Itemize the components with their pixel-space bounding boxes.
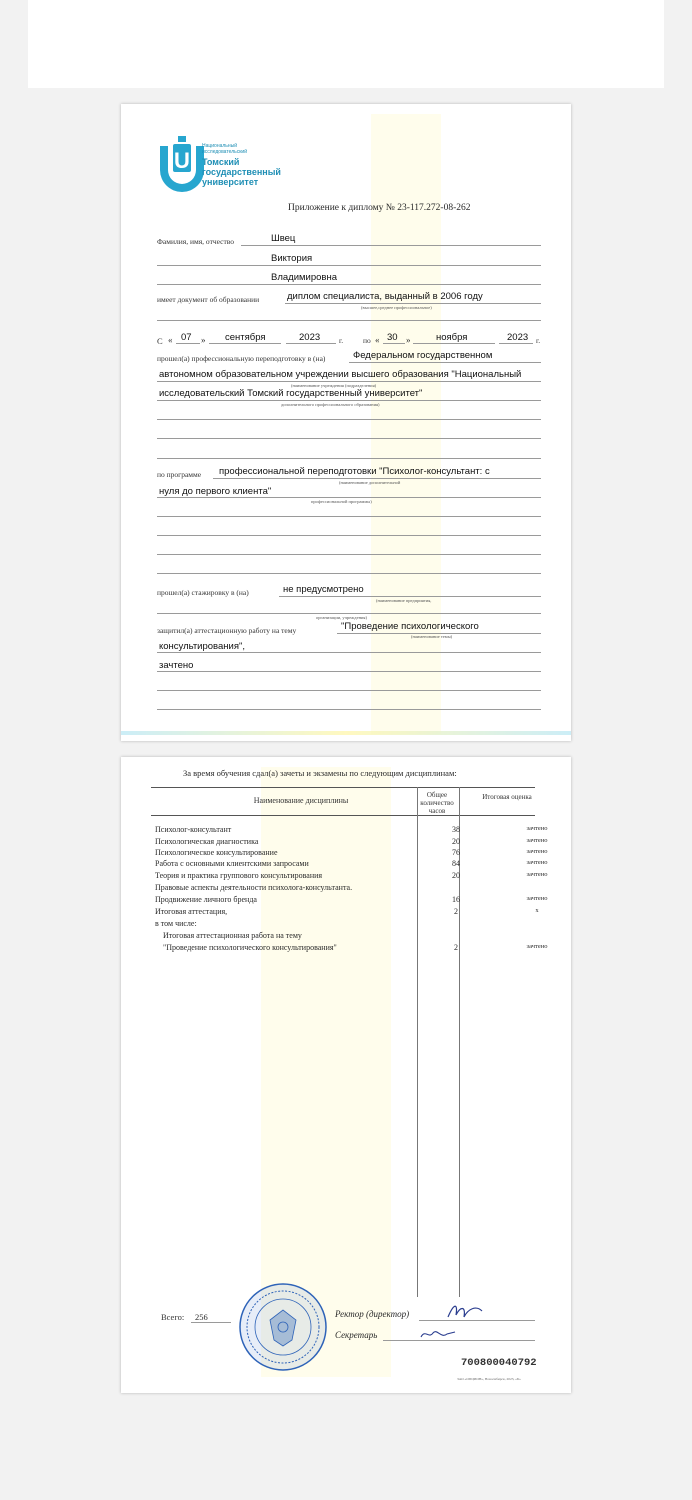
secretary-signature [419, 1325, 459, 1348]
quote-open: « [168, 335, 173, 345]
underline [157, 554, 541, 555]
underline [157, 709, 541, 710]
underline [157, 497, 541, 498]
program-line-2: нуля до первого клиента" [159, 486, 272, 497]
underline [285, 303, 541, 304]
thesis-line-1: "Проведение психологического [341, 621, 479, 632]
discipline-grade: зачтено [526, 943, 548, 950]
internship-caption-2: организации, учреждения) [316, 615, 367, 620]
discipline-grade: зачтено [526, 825, 548, 832]
underline [157, 690, 541, 691]
year-suffix: г. [339, 336, 344, 345]
underline [241, 245, 541, 246]
table-row [155, 919, 555, 931]
institution-caption-2: дополнительного профессионального образования) [281, 402, 380, 407]
program-caption-2: профессиональной программы) [311, 499, 372, 504]
underline [157, 284, 541, 285]
table-row [155, 825, 555, 837]
patronymic-value: Владимировна [271, 272, 337, 283]
top-blank-panel [28, 0, 664, 88]
thesis-result: зачтено [159, 660, 194, 671]
program-line-1: профессиональной переподготовки "Психолог-консультант: с [219, 466, 490, 477]
official-seal [238, 1282, 328, 1377]
underline [413, 343, 495, 344]
discipline-name: Итоговая аттестация, [155, 907, 228, 916]
table-row [155, 907, 555, 919]
signature-icon [446, 1301, 486, 1323]
underline [157, 613, 541, 614]
discipline-grade: х [535, 907, 539, 914]
table-row [155, 931, 555, 943]
discipline-name: Итоговая аттестационная работа на тему [163, 931, 302, 940]
logo-small-text [202, 143, 247, 155]
discipline-name: "Проведение психологического консультирования" [163, 943, 337, 952]
discipline-name: Работа с основными клиентскими запросами [155, 859, 309, 868]
discipline-grade: зачтено [526, 859, 548, 866]
underline [157, 573, 541, 574]
underline [157, 320, 541, 321]
table-row [155, 871, 555, 883]
rector-label: Ректор (директор) [335, 1309, 410, 1319]
col-header-name: Наименование дисциплины [253, 796, 349, 805]
thesis-line-2: консультирования", [159, 641, 245, 652]
name-value: Виктория [271, 253, 313, 264]
discipline-name: в том числе: [155, 919, 197, 928]
doc-label: имеет документ об образовании [157, 295, 260, 304]
table-row [155, 943, 555, 955]
discipline-name: Психологическое консультирование [155, 848, 278, 857]
discipline-name: Психолог-консультант [155, 825, 232, 834]
annex-title: Приложение к диплому № 23-117.272-08-262 [288, 203, 471, 213]
quote-close: » [406, 335, 411, 345]
discipline-name: Правовые аспекты деятельности психолога-консультанта. [155, 883, 353, 892]
col-header-grade: Итоговая оценка [482, 793, 532, 801]
institution-line-2: автономном образовательном учреждении высшего образования "Национальный [159, 369, 522, 380]
discipline-hours: 84 [452, 859, 460, 868]
institution-line-3: исследовательский Томский государственный университет" [159, 388, 423, 399]
rector-signature [446, 1301, 486, 1328]
surname-value: Швец [271, 233, 296, 244]
quote-open: « [375, 335, 380, 345]
printer-footnote: ЗАО «ОПЦИОН», Новосибирск, 2023, «Б» [457, 1377, 521, 1381]
logo-university-name [202, 157, 281, 187]
period-to-month: ноября [436, 332, 468, 343]
underline [157, 438, 541, 439]
discipline-hours: 76 [452, 848, 460, 857]
fio-label: Фамилия, имя, отчество [157, 237, 234, 246]
discipline-hours: 20 [452, 837, 460, 846]
signature-icon [419, 1325, 459, 1343]
underline [176, 343, 200, 344]
logo-name-line: государственный [202, 167, 281, 177]
discipline-grade: зачтено [526, 871, 548, 878]
discipline-hours: 38 [452, 825, 460, 834]
underline [383, 1340, 535, 1341]
logo-name-line: Томский [202, 157, 240, 167]
serial-number: 700800040792 [461, 1357, 537, 1369]
underline [157, 671, 541, 672]
underline [157, 381, 541, 382]
underline [499, 343, 533, 344]
total-label: Всего: [161, 1312, 185, 1322]
discipline-name: Продвижение личного бренда [155, 895, 257, 904]
period-to-year: 2023 [507, 332, 529, 343]
underline [157, 516, 541, 517]
table-row [155, 859, 555, 871]
period-from-month: сентября [225, 332, 266, 343]
discipline-grade: зачтено [526, 837, 548, 844]
thesis-caption: (наименование темы) [411, 634, 453, 639]
period-from-day: 07 [181, 332, 192, 343]
underline [157, 400, 541, 401]
table-top-rule [151, 787, 535, 788]
institution-caption-1: (наименование учреждения (подразделения) [291, 383, 377, 388]
svg-text:U: U [174, 148, 190, 173]
period-to-day: 30 [387, 332, 398, 343]
table-row [155, 883, 555, 895]
svg-text:TOMSK 1878: TOMSK 1878 [169, 184, 195, 189]
period-from-prefix: С [157, 336, 163, 346]
discipline-name: Теория и практика группового консультирования [155, 871, 323, 880]
program-caption-1: (наименование дополнительной [339, 480, 401, 485]
doc-caption: (высшее,среднее профессиональное) [361, 305, 432, 310]
discipline-name: Психологическая диагностика [155, 837, 259, 846]
scan-edge-glow [121, 731, 571, 735]
doc-value: диплом специалиста, выданный в 2006 году [287, 291, 483, 302]
underline [157, 458, 541, 459]
quote-close: » [201, 335, 206, 345]
diploma-annex-page-2 [121, 757, 571, 1393]
discipline-hours: 16 [452, 895, 460, 904]
underline [157, 652, 541, 653]
underline [157, 419, 541, 420]
retraining-label: прошел(а) профессиональную переподготовку в (на) [157, 354, 326, 363]
table-header-rule [151, 815, 535, 816]
discipline-hours: 2 [454, 907, 458, 916]
underline [213, 478, 541, 479]
year-suffix: г. [536, 336, 541, 345]
program-label: по программе [157, 470, 202, 479]
internship-caption-1: (наименование предприятия, [376, 598, 432, 603]
underline [279, 596, 541, 597]
institution-line-1: Федеральном государственном [353, 350, 493, 361]
discipline-grade: зачтено [526, 895, 548, 902]
table-row [155, 895, 555, 907]
underline [157, 535, 541, 536]
secretary-label: Секретарь [335, 1330, 378, 1340]
underline [191, 1322, 231, 1323]
internship-value: не предусмотрено [283, 584, 364, 595]
discipline-hours: 20 [452, 871, 460, 880]
underline [209, 343, 281, 344]
discipline-hours: 2 [454, 943, 458, 952]
total-value: 256 [195, 1312, 208, 1322]
thesis-label: защитил(а) аттестационную работу на тему [157, 626, 297, 635]
logo-small-line: исследовательский [202, 149, 247, 155]
internship-label: прошел(а) стажировку в (на) [157, 588, 249, 597]
underline [349, 362, 541, 363]
col-header-hours: Общее количество часов [420, 791, 454, 815]
underline [383, 343, 405, 344]
underline [157, 265, 541, 266]
period-from-year: 2023 [299, 332, 321, 343]
diploma-annex-page-1 [121, 104, 571, 741]
logo-small-line: Национальный [202, 143, 238, 149]
period-to-prefix: по [363, 336, 371, 345]
discipline-grade: зачтено [526, 848, 548, 855]
seal-icon [238, 1282, 328, 1372]
logo-name-line: университет [202, 177, 259, 187]
underline [286, 343, 336, 344]
disciplines-heading: За время обучения сдал(а) зачеты и экзамены по следующим дисциплинам: [183, 768, 457, 778]
